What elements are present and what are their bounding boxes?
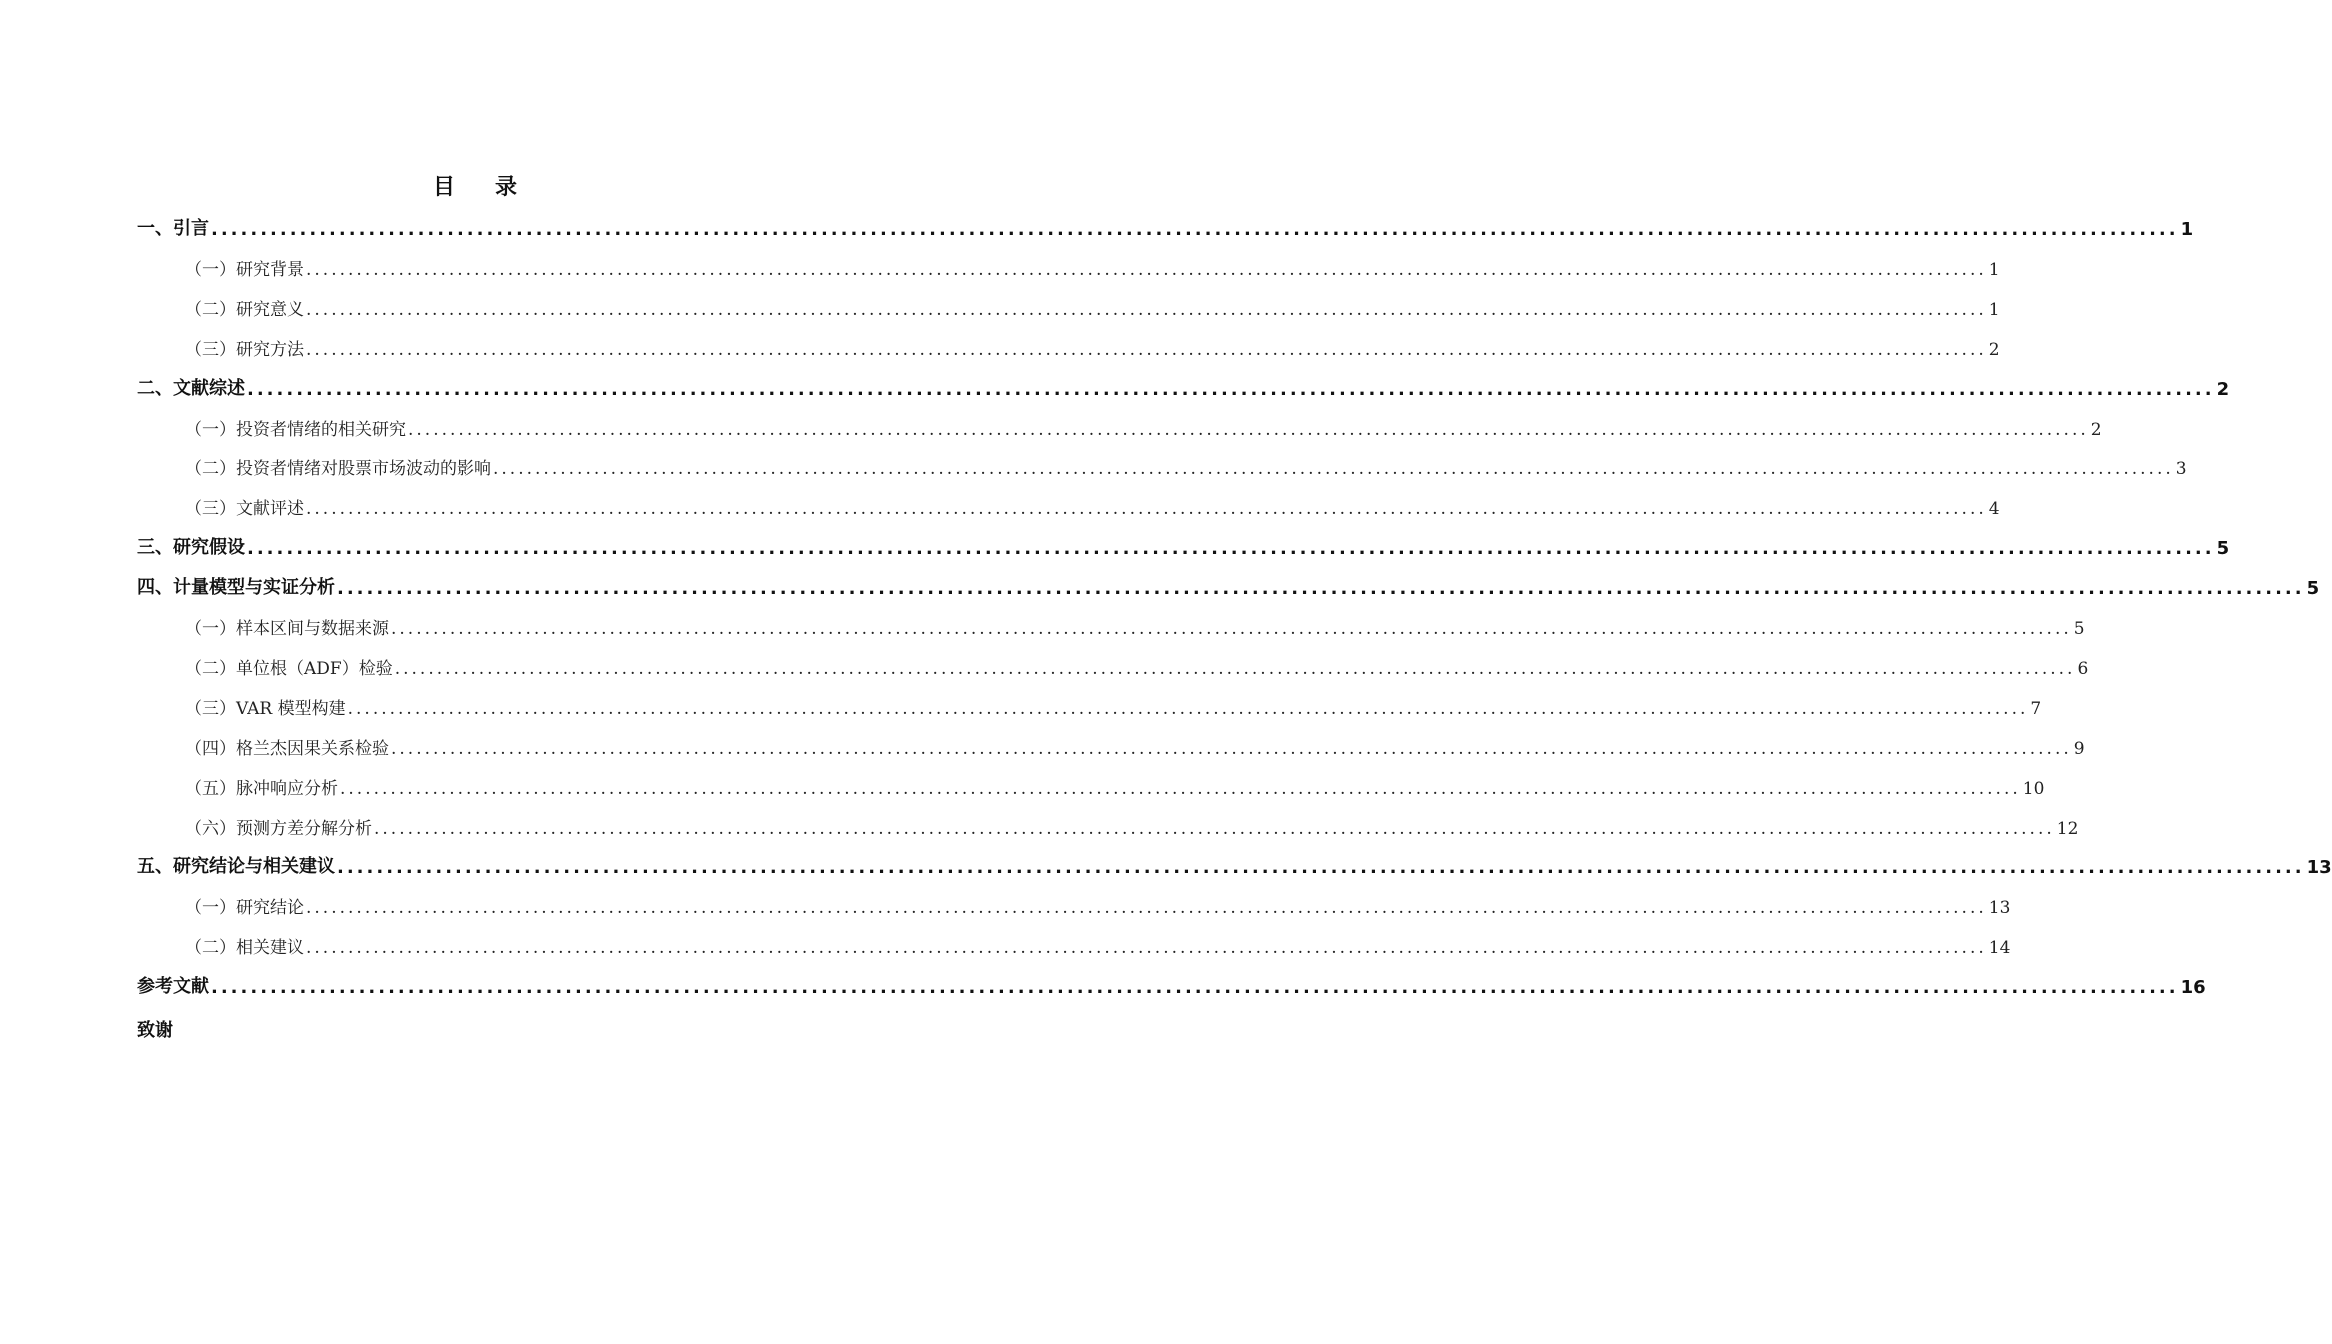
toc-page-number: 5 [2306, 578, 2320, 600]
toc-entry-label: （二）投资者情绪对股票市场波动的影响 [185, 459, 491, 480]
toc-entry-label: （六）预测方差分解分析 [185, 818, 372, 839]
toc-dot-leader: ........................................................................................................................................................................................................ [211, 219, 2179, 240]
toc-dot-leader: ........................................................................................................................................................................................................ [391, 619, 2072, 639]
toc-dot-leader: ........................................................................................................................................................................................................ [247, 378, 2215, 400]
toc-section-entry[interactable] [0, 649, 2089, 679]
toc-dot-leader: ........................................................................................................................................................................................................ [408, 419, 2089, 440]
toc-entry-label: （一）研究结论 [185, 898, 304, 919]
toc-entry-label: 参考文献 [137, 976, 209, 998]
toc-entry-label: 三、研究假设 [137, 537, 245, 559]
toc-page-number: 12 [2056, 818, 2079, 839]
toc-page-number: 16 [2180, 977, 2206, 999]
toc-entry-label: 一、引言 [137, 218, 209, 239]
toc-entry-label: （四）格兰杰因果关系检验 [185, 738, 389, 759]
toc-dot-leader: ........................................................................................................................................................................................................ [211, 977, 2179, 999]
toc-entry-label: （二）相关建议 [185, 938, 304, 959]
toc-section-entry[interactable] [0, 290, 2000, 320]
toc-chapter-entry[interactable] [0, 968, 2206, 999]
toc-section-entry[interactable] [0, 449, 2187, 480]
toc-dot-leader: ........................................................................................................................................................................................................ [340, 778, 2021, 799]
toc-page-number: 14 [1988, 938, 2011, 959]
toc-page-number: 2 [1988, 339, 2000, 360]
toc-dot-leader: ........................................................................................................................................................................................................ [337, 578, 2305, 600]
toc-entry-label: （五）脉冲响应分析 [185, 778, 338, 799]
toc-entry-label: （二）研究意义 [185, 299, 304, 320]
toc-entry-label: （一）样本区间与数据来源 [185, 619, 389, 639]
toc-chapter-entry[interactable] [0, 848, 2332, 879]
toc-section-entry[interactable] [0, 729, 2085, 759]
toc-acknowledgement-entry[interactable] [0, 1012, 829, 1042]
toc-page-number: 5 [2216, 538, 2230, 560]
toc-page-number: 10 [2022, 778, 2045, 799]
toc-entry-label: 五、研究结论与相关建议 [137, 856, 335, 878]
toc-title-char-1: 目 [432, 175, 455, 200]
toc-entry-label: （三）研究方法 [185, 339, 304, 360]
toc-page-number: 5 [2073, 619, 2085, 639]
toc-section-entry[interactable] [0, 330, 2000, 360]
toc-page-number: 1 [2180, 219, 2194, 240]
toc-entry-label: （二）单位根（ADF）检验 [185, 658, 393, 679]
toc-section-entry[interactable] [0, 410, 2102, 440]
toc-dot-leader: ........................................................................................................................................................................................................ [306, 259, 1987, 280]
toc-section-entry[interactable] [0, 888, 2011, 919]
toc-dot-leader: ........................................................................................................................................................................................................ [337, 857, 2305, 879]
toc-page-number: 3 [2175, 459, 2187, 480]
toc-entry-label: 二、文献综述 [137, 377, 245, 399]
toc-page-number: 9 [2073, 738, 2085, 759]
toc-page-number: 13 [1988, 898, 2011, 919]
toc-entry-label: （三）VAR 模型构建 [185, 698, 346, 719]
toc-dot-leader: ........................................................................................................................................................................................................ [306, 339, 1987, 360]
toc-dot-leader: ........................................................................................................................................................................................................ [306, 938, 1987, 959]
toc-dot-leader: ........................................................................................................................................................................................................ [306, 499, 1987, 520]
toc-entry-label: 致谢 [137, 1020, 173, 1041]
toc-page-number: 2 [2216, 378, 2230, 400]
toc-section-entry[interactable] [0, 689, 2042, 719]
toc-page-number: 1 [1988, 299, 2000, 320]
toc-page-number: 6 [2077, 658, 2089, 679]
toc-chapter-entry[interactable] [0, 569, 2320, 600]
toc-chapter-entry[interactable] [0, 529, 2230, 560]
toc-section-entry[interactable] [0, 489, 2000, 520]
toc-page-number: 2 [2090, 419, 2102, 440]
toc-page-number: 4 [1988, 499, 2000, 520]
toc-dot-leader: ........................................................................................................................................................................................................ [493, 459, 2174, 480]
toc-dot-leader: ........................................................................................................................................................................................................ [306, 898, 1987, 919]
toc-dot-leader: ........................................................................................................................................................................................................ [306, 299, 1987, 320]
toc-dot-leader: ........................................................................................................................................................................................................ [347, 698, 2029, 719]
toc-dot-leader: ........................................................................................................................................................................................................ [391, 738, 2072, 759]
toc-chapter-entry[interactable] [0, 210, 2194, 240]
toc-title-char-2: 录 [495, 175, 518, 200]
toc-dot-leader: ........................................................................................................................................................................................................ [394, 658, 2076, 679]
toc-section-entry[interactable] [0, 809, 2079, 839]
toc-section-entry[interactable] [0, 609, 2085, 639]
toc-entry-label: （一）研究背景 [185, 259, 304, 280]
toc-page-number: 7 [2030, 698, 2042, 719]
toc-entry-label: 四、计量模型与实证分析 [137, 577, 335, 599]
toc-dot-leader: ........................................................................................................................................................................................................ [247, 538, 2215, 560]
toc-chapter-entry[interactable] [0, 370, 2230, 400]
toc-dot-leader: ........................................................................................................................................................................................................ [374, 818, 2055, 839]
toc-page-number: 13 [2306, 857, 2332, 879]
toc-entry-label: （一）投资者情绪的相关研究 [185, 419, 406, 440]
toc-page-number: 1 [1988, 259, 2000, 280]
toc-entry-label: （三）文献评述 [185, 499, 304, 520]
toc-section-entry[interactable] [0, 769, 2045, 799]
toc-section-entry[interactable] [0, 250, 2000, 280]
toc-section-entry[interactable] [0, 928, 2011, 959]
